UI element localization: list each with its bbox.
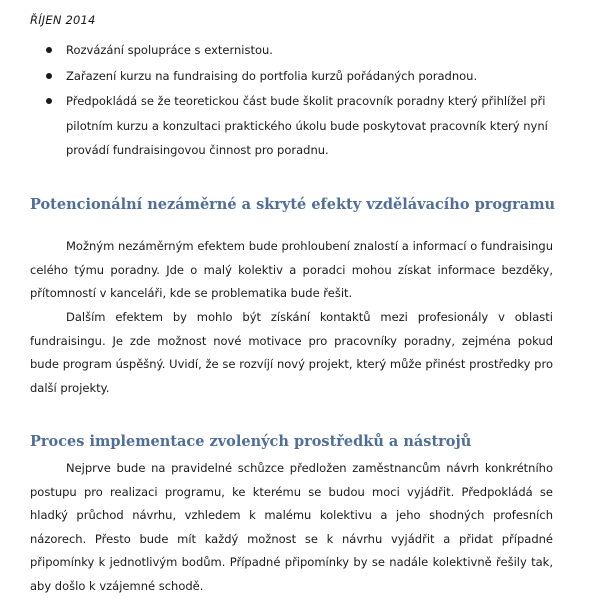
bullet-item xyxy=(30,89,570,163)
section-heading-side-effects: Potencionální nezáměrné a skryté efekty vzdělávacího programu xyxy=(30,196,556,213)
paragraph: Dalším efektem by mohlo být získání kontaktů mezi profesionály v oblasti fundraisingu. Je zde možnost nové motivace pro pracovníky poradny, zejména pokud bude program úspěšný. Uvidí, že se rozvíjí nový projekt, který může přinést prostředky pro další projekty. xyxy=(30,310,553,395)
paragraph: Možným nezáměrným efektem bude prohloubení znalostí a informací o fundraisingu celého týmu poradny. Jde o malý kolektiv a poradci mohou získat informace bezděky, přítomností v kanceláři, kde se problematika bude řešit. xyxy=(30,239,553,300)
bullet-icon xyxy=(46,73,52,79)
bullet-text: Rozvázání spolupráce s externistou. xyxy=(66,43,273,57)
bullet-text: Zařazení kurzu na fundraising do portfolia kurzů pořádaných poradnou. xyxy=(66,68,478,83)
section-heading-implementation: Proces implementace zvolených prostředků a nástrojů xyxy=(30,433,472,450)
bullet-text: Předpokládá se že teoretickou část bude školit pracovník poradny který přihlížel při pilotním kurzu a konzultaci praktického úkolu bude poskytovat pracovník který nyní provádí fundraisingovou činnost pro poradnu. xyxy=(66,94,548,157)
date-heading: ŘÍJEN 2014 xyxy=(30,13,96,27)
bullet-icon xyxy=(46,98,52,104)
bullet-item xyxy=(30,38,570,63)
bullet-list xyxy=(30,38,570,164)
bullet-item xyxy=(30,64,570,89)
bullet-icon xyxy=(46,47,52,53)
paragraph: Nejprve bude na pravidelné schůzce předložen zaměstnancům návrh konkrétního postupu pro realizaci programu, ke kterému se budou moci vyjádřit. Předpokládá se hladký průchod návrhu, vzhledem k malému kolektivu a jeho shodných profesních názorech. Přesto bude mít každý možnost se k návrhu vyjádřit a přidat případné připomínky k jednotlivým bodům. Případné připomínky by se nadále kolektivně řešily tak, aby došlo k vzájemné schodě. xyxy=(30,461,553,593)
